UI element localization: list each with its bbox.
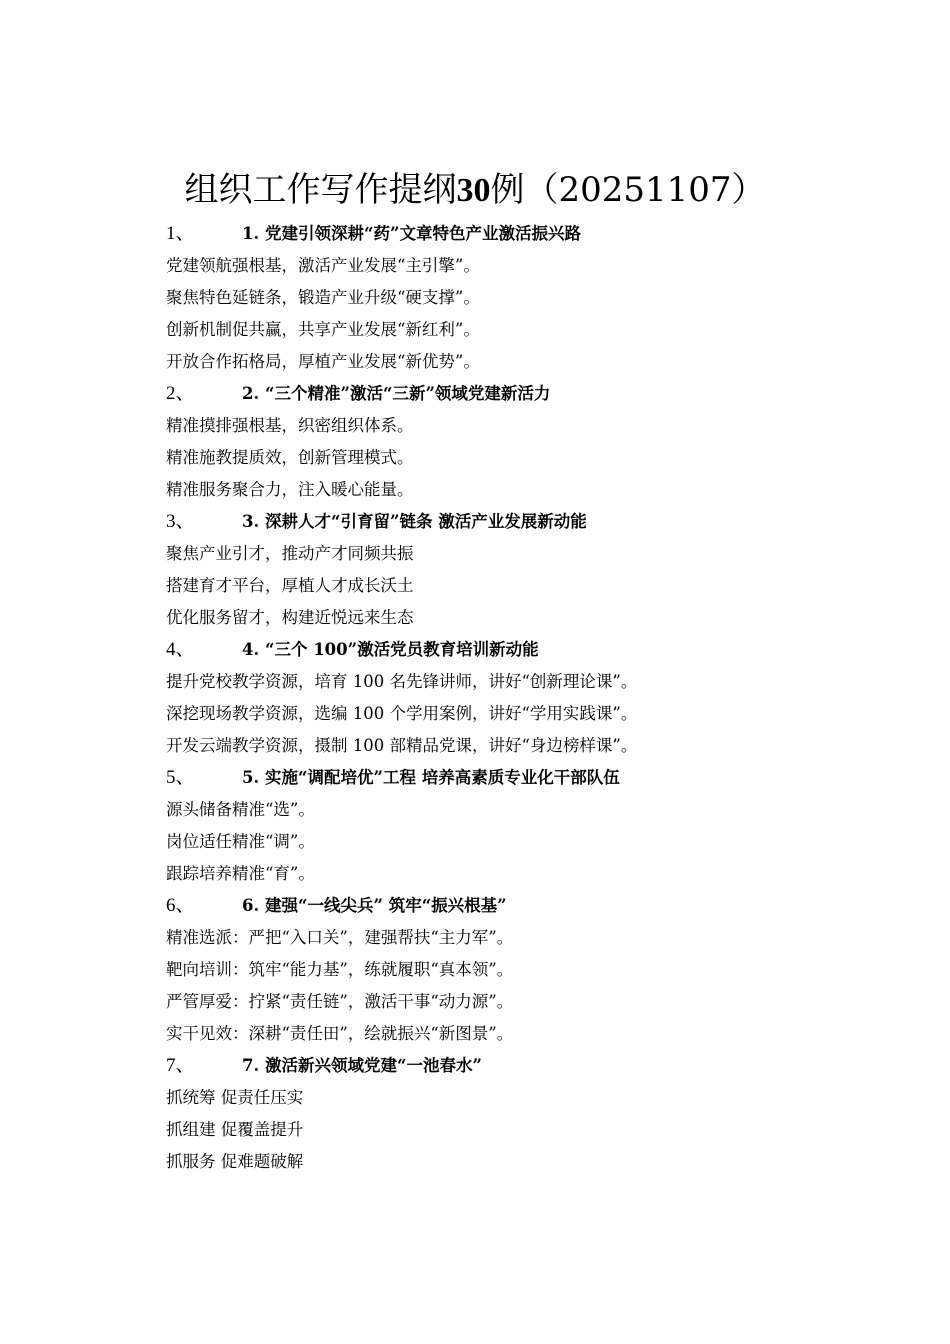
section-title: 2. “三个精准”激活“三新”领域党建新活力: [242, 384, 551, 403]
outline-item: 源头储备精准“选”。: [166, 800, 315, 819]
section-heading: [166, 890, 926, 922]
section-number: 7、: [166, 1055, 195, 1076]
outline-item: 聚焦特色延链条，锻造产业升级“硬支撑”。: [166, 288, 480, 307]
section-number: 6、: [166, 895, 195, 916]
outline-item: 抓服务 促难题破解: [166, 1152, 304, 1171]
outline-item: 聚焦产业引才，推动产才同频共振: [166, 544, 414, 563]
section-number: 5、: [166, 767, 195, 788]
outline-item: 精准服务聚合力，注入暖心能量。: [166, 480, 414, 499]
section-heading: [166, 634, 926, 666]
title-number: 30: [456, 172, 491, 209]
outline-item: 靶向培训：筑牢“能力基”，练就履职“真本领”。: [166, 960, 514, 979]
section-number: 4、: [166, 639, 195, 660]
section-number: 1、: [166, 223, 195, 244]
title-text: 组织工作写作提纲: [184, 170, 457, 210]
section-title: 6. 建强“一线尖兵” 筑牢“振兴根基”: [242, 896, 507, 915]
outline-item: 精准摸排强根基，织密组织体系。: [166, 416, 414, 435]
outline-item: 搭建育才平台，厚植人才成长沃土: [166, 576, 414, 595]
outline-item: 党建领航强根基，激活产业发展“主引擎”。: [166, 256, 480, 275]
outline-item: 岗位适任精准“调”。: [166, 832, 315, 851]
outline-item: 实干见效：深耕“责任田”，绘就振兴“新图景”。: [166, 1024, 514, 1043]
outline-item: 抓组建 促覆盖提升: [166, 1120, 304, 1139]
section-title: 5. 实施“调配培优”工程 培养高素质专业化干部队伍: [242, 768, 620, 787]
section-title: 1. 党建引领深耕“药”文章特色产业激活振兴路: [242, 224, 581, 243]
section-heading: [166, 762, 926, 794]
outline-item: 严管厚爱：拧紧“责任链”，激活干事“动力源”。: [166, 992, 514, 1011]
section-heading: [166, 218, 926, 250]
outline-item: 开放合作拓格局，厚植产业发展“新优势”。: [166, 352, 480, 371]
section-number: 3、: [166, 511, 195, 532]
section-heading: [166, 506, 926, 538]
section-title: 3. 深耕人才“引育留”链条 激活产业发展新动能: [242, 512, 587, 531]
section-heading: [166, 378, 926, 410]
outline-item: 优化服务留才，构建近悦远来生态: [166, 608, 414, 627]
outline-item: 深挖现场教学资源，选编 100 个学用案例，讲好“学用实践课”。: [166, 704, 638, 723]
outline-item: 跟踪培养精准“育”。: [166, 864, 315, 883]
outline-item: 抓统筹 促责任压实: [166, 1088, 304, 1107]
outline-item: 精准选派：严把“入口关”，建强帮扶“主力军”。: [166, 928, 514, 947]
outline-item: 开发云端教学资源，摄制 100 部精品党课，讲好“身边榜样课”。: [166, 736, 638, 755]
section-number: 2、: [166, 383, 195, 404]
outline-item: 精准施教提质效，创新管理模式。: [166, 448, 414, 467]
title-tail: 例（20251107）: [490, 170, 766, 210]
outline-list: [166, 218, 926, 1178]
document-title: [0, 168, 950, 213]
section-title: 4. “三个 100”激活党员教育培训新动能: [242, 640, 539, 659]
outline-item: 提升党校教学资源，培育 100 名先锋讲师，讲好“创新理论课”。: [166, 672, 638, 691]
section-title: 7. 激活新兴领域党建“一池春水”: [242, 1056, 482, 1075]
outline-item: 创新机制促共赢，共享产业发展“新红利”。: [166, 320, 480, 339]
section-heading: [166, 1050, 926, 1082]
